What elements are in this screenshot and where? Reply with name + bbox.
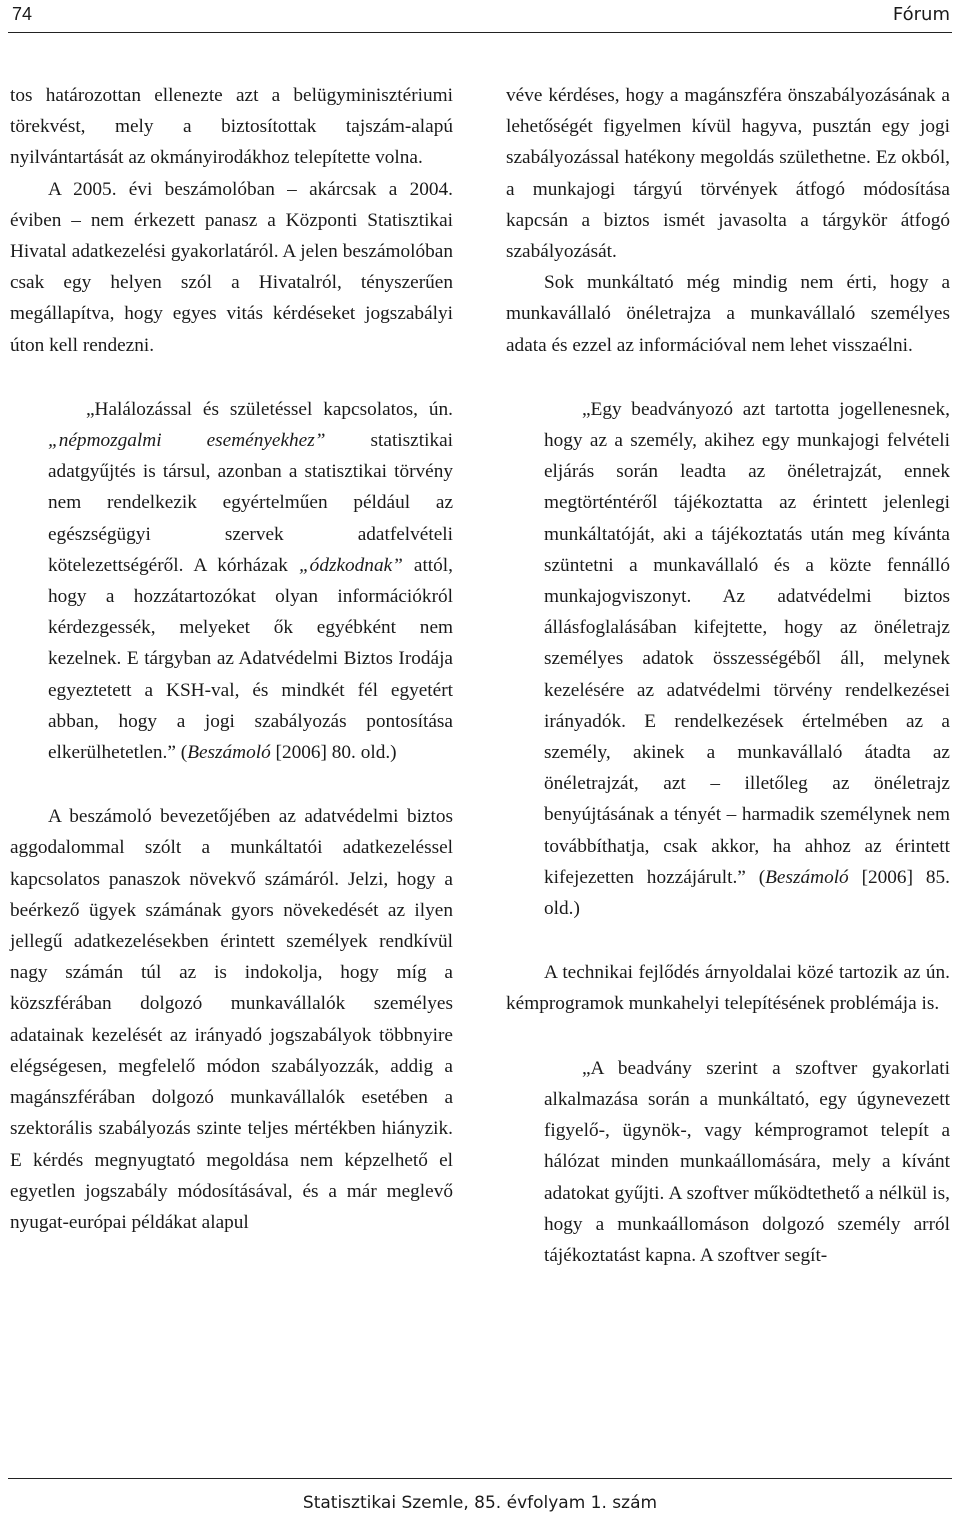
quote-text: attól, hogy a hozzátartozókat olyan információkról kérdezgessék, melyeket ők egyébként nem kezelnek. E tárgyban az Adatvédelmi Biztos Irodája egyeztetett a KSH-val, és mindkét fél egyetért abban, hogy a jogi szabályozás pontosítása elkerülhetetlen.” (: [48, 554, 453, 764]
page-header: [8, 0, 952, 34]
block-quote: „A beadvány szerint a szoftver gyakorlati alkalmazása során a munkáltató, egy úgynevezett figyelő-, ügynök-, vagy kémprogramot telepít a hálózat minden munkaállomására, mely a kívánt adatokat gyűjti. A szoftver működtethető a nélkül is, hogy a munkaállomáson dolgozó személy arról tájékoztatást kapna. A szoftver segít-: [544, 1057, 950, 1266]
citation-title: Beszámoló: [765, 866, 849, 888]
journal-footer: Statisztikai Szemle, 85. évfolyam 1. szám: [302, 1493, 658, 1513]
paragraph: A beszámoló bevezetőjében az adatvédelmi biztos aggodalommal szólt a munkáltatói adatkezeléssel kapcsolatos panaszok növekvő számáról. Jelzi, hogy a beérkező ügyek számának gyors növekedését az ilyen jellegű adatkezelésekben érintett személyek rendkívül nagy számán túl az is indokolja, hogy míg a közszférában dolgozó munkavállalók személyes adatainak kezelését az irányadó jogszabályok többnyire elégségesen, megfelelő módon szabályozzák, addig a magánszférában dolgozó munkavállalók esetében a szektorális szabályozás szinte teljes mértékben hiányzik. E kérdés megnyugtató megoldása nem képzelhető el egyetlen jogszabály módosításával, és a már meglevő nyugat-európai példákat alapul: [10, 806, 453, 1233]
right-column: [506, 80, 950, 1271]
quote-text: statisztikai adatgyűjtés is társul, azonban a statisztikai törvény nem rendelkezik egyértelműen például az egészségügyi szervek adatfelvételi kötelezettségéről. A kórházak: [48, 430, 453, 576]
paragraph: véve kérdéses, hogy a magánszféra önszabályozásának a lehetőségét figyelmen kívül hagyva, pusztán egy jogi szabályozással hatékony megoldás születhetne. Ez okból, a munkajogi tárgyú törvények átfogó módosítása kapcsán a biztos ismét javasolta a tárgykör átfogó szabályozását.: [506, 85, 950, 263]
quote-emphasis: „népmozgalmi eseményekhez”: [48, 430, 326, 452]
quote-text: „Halálozással és születéssel kapcsolatos, ún.: [86, 398, 453, 420]
quote-text: „Egy beadványozó azt tartotta jogellenesnek, hogy az a személy, akihez egy munkajogi felvételi eljárás során leadta az önéletrajzát, ennek megtörténtéről tájékoztatta az érintett jelenlegi munkáltatóját, aki a tájékoztatás után meg kívánta szüntetni a munkavállaló és a közte fennálló munkajogviszonyt. Az adatvédelmi biztos állásfoglalásában kifejtette, hogy az önéletrajz személyes adatok összességéből áll, melynek kezelésére az adatvédelmi törvény rendelkezései irányadók. E rendelkezések értelmében az a személy, akinek a munkavállaló átadta az önéletrajzát, azt – illetőleg az önéletrajz benyújtásának a tényét – harmadik személynek nem továbbíthatja, csak akkor, ha ahhoz az érintett kifejezetten hozzájárult.” (: [544, 398, 950, 888]
paragraph: tos határozottan ellenezte azt a belügyminisztériumi törekvést, mely a biztosítottak tajszám-alapú nyilvántartását az okmányirodákhoz telepítette volna.: [10, 85, 453, 169]
citation-ref: [2006] 85. old.): [544, 866, 950, 920]
block-quote: [48, 394, 453, 768]
citation-title: Beszámoló: [187, 742, 271, 764]
block-quote: [544, 394, 950, 924]
footer-divider: [8, 1478, 952, 1479]
citation-ref: [2006] 80. old.): [270, 742, 397, 764]
paragraph: Sok munkáltató még mindig nem érti, hogy a munkavállaló önéletrajza a munkavállaló személyes adata és ezzel az információval nem lehet visszaélni.: [506, 272, 950, 356]
quote-emphasis: „ódzkodnak”: [298, 554, 403, 576]
paragraph: A technikai fejlődés árnyoldalai közé tartozik az ún. kémprogramok munkahelyi telepítésének problémája is.: [506, 962, 950, 1015]
section-name: Fórum: [892, 4, 950, 25]
header-divider: [8, 32, 952, 33]
paragraph: A 2005. évi beszámolóban – akárcsak a 2004. éviben – nem érkezett panasz a Központi Statisztikai Hivatal adatkezelési gyakorlatáról. A jelen beszámolóban csak egy helyen szól a Hivatalról, tényszerűen megállapítva, hogy egyes vitás kérdéseket jogszabályi úton kell rendezni.: [10, 178, 453, 356]
left-column: [10, 80, 453, 1238]
page-number: 74: [12, 4, 33, 24]
